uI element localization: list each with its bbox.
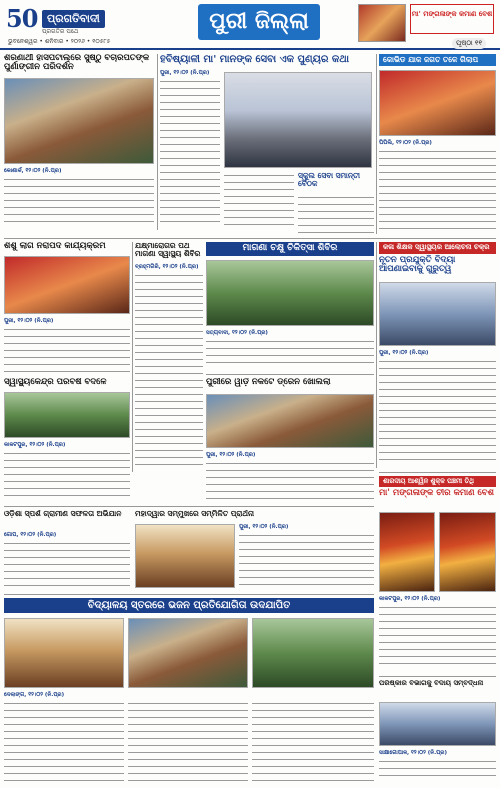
article-body <box>160 78 220 228</box>
row-rule <box>4 506 374 507</box>
article-headline: ଯକ୍ଷ୍ମାରୋଗର ପଥ ମାଗଣା ସ୍ୱାସ୍ଥ୍ୟ ଶିବିର <box>135 242 201 259</box>
article-body <box>206 338 374 368</box>
article-school-meeting[interactable] <box>298 172 374 234</box>
article-body <box>4 700 124 782</box>
paper-tagline: ପ୍ରଗତିର ପଥେ <box>42 28 79 35</box>
article-headline: ମାଗଣା ଚକ୍ଷୁ ଚିକିତ୍ସା ଶିବିର <box>206 242 374 256</box>
article-body <box>379 358 496 466</box>
article-photo <box>379 282 496 346</box>
article-tb-health-camp[interactable] <box>135 242 203 472</box>
article-headline: ଶରଣାର୍ଥୀ ହାସପିଟାଲ୍‌ରେ ସୁଷ୍ଠୁ ବିଚାରପତିଙ୍କ ପୁର୍ଣାଙ୍ଗୀନ ପରିଦର୍ଶନ <box>4 54 150 73</box>
article-prayer[interactable] <box>135 510 374 590</box>
article-body <box>379 148 496 232</box>
article-drain-opening[interactable] <box>206 378 374 504</box>
article-photo <box>135 524 235 588</box>
article-byline: ସତ୍ୟବାଦୀ, ୧୨।୦୨ (ନି.ପ୍ର) <box>206 330 268 336</box>
article-hospital-inspection[interactable] <box>4 54 154 230</box>
column-rule <box>376 242 377 468</box>
article-body <box>379 758 496 782</box>
article-body <box>4 540 130 588</box>
article-headline: ପରିଷ୍କାର ବିଭାଗକୁ ବିଦାୟ ସମ୍ବର୍ଦ୍ଧନା <box>379 680 484 687</box>
article-farewell[interactable] <box>379 680 496 784</box>
article-body <box>4 326 130 372</box>
article-odisha-sparsh[interactable] <box>4 510 130 590</box>
article-photo <box>379 512 435 592</box>
article-photo <box>4 618 124 688</box>
article-byline: ଗୋପ, ୧୨।୦୨ (ନି.ପ୍ର) <box>4 532 57 538</box>
article-covid-rules[interactable] <box>379 54 496 234</box>
article-headline: କୋଭିଡ ଯାକ ଜଗତ ତଳେ ଗିଲାପ <box>379 54 496 66</box>
article-byline: ପୁରୀ, ୧୨।୦୨ (ନି.ପ୍ର) <box>4 318 54 324</box>
article-byline: ସାକ୍ଷୀଗୋପାଳ, ୧୨।୦୨ (ନି.ପ୍ର) <box>379 750 447 756</box>
promo-box[interactable]: ମା' ମଙ୍ଗଳାଙ୍କ କମାଣ ବେଶ <box>410 4 494 34</box>
article-photo <box>379 70 496 136</box>
row-rule <box>206 374 374 375</box>
page-number: ପୃଷ୍ଠା ୧୧ <box>452 38 486 49</box>
article-headline: ମହାଦ୍ୱାର ସମ୍ମୁଖରେ ସମ୍ମିଳିତ ପ୍ରାର୍ଥନା <box>135 510 254 518</box>
row-rule <box>379 472 496 473</box>
dateline: ଭୁବନେଶ୍ୱର • ଶନିବାର • ୨୦୨୬ • ୧୦୫୮୫ <box>8 38 111 45</box>
article-byline: ପୁରୀ, ୧୨।୦୨ (ନି.ପ୍ର) <box>160 70 210 76</box>
article-photo <box>4 78 154 164</box>
article-byline: ପିପିଲି, ୧୨।୦୨ (ନି.ପ୍ର) <box>379 140 432 146</box>
article-bhajan-competition[interactable] <box>4 598 374 784</box>
article-photo <box>206 260 374 326</box>
article-health-centre[interactable] <box>4 378 130 498</box>
paper-name: ପ୍ରଗତିବାଦୀ <box>42 10 105 28</box>
article-headline: ନୂତନ ପ୍ରଯୁକ୍ତି ବିଦ୍ୟା ଆପଣାଇବାକୁ ଗୁରୁତ୍ୱ <box>379 254 456 275</box>
article-body <box>206 460 374 502</box>
article-byline: କୋଣାର୍କ, ୧୨।୦୨ (ନି.ପ୍ର) <box>4 168 62 174</box>
row-rule <box>379 676 496 677</box>
article-byline: ବ୍ରହ୍ମଗିରି, ୧୨।୦୨ (ନି.ପ୍ର) <box>135 264 199 270</box>
column-rule <box>132 242 133 472</box>
article-mangala-besha[interactable] <box>379 476 496 672</box>
masthead <box>0 0 500 50</box>
article-photo <box>224 72 372 168</box>
article-photo <box>379 702 496 746</box>
article-headline: ହବିଷ୍ୟାଳୀ ମା' ମାନଙ୍କ ସେବା ଏକ ପୁଣ୍ୟର କଥା <box>160 54 350 65</box>
article-headline: ବିଦ୍ୟାଳୟ ସ୍ତରରେ ଭଜନ ପ୍ରତିଯୋଗିତା ଉଦଯାପିତ <box>4 598 374 613</box>
article-photo-2 <box>128 618 248 688</box>
article-body-2 <box>128 700 248 782</box>
row-rule <box>4 594 374 595</box>
article-body-3 <box>252 700 374 782</box>
article-headline: ସ୍କୁଲ ସେବା ସମାନ୍ତୀ ବୈଠକ <box>298 172 361 189</box>
promo-photo[interactable] <box>358 4 406 42</box>
article-photo <box>4 256 130 314</box>
article-headline: ପୁରୀରେ ୱାର୍ଡ଼ ନିକଟେ ଡ୍ରେନ ଖୋଲିଲା <box>206 378 331 387</box>
anniversary-number: 50 <box>6 4 38 33</box>
article-body <box>239 532 374 588</box>
column-rule <box>157 54 158 230</box>
article-byline: ପୁରୀ, ୧୨।୦୨ (ନି.ପ୍ର) <box>239 524 289 530</box>
article-byline: ଦେଲାଙ୍ଗ, ୧୨।୦୨ (ନି.ପ୍ର) <box>4 692 65 698</box>
article-headline: ଓଡ଼ିଶା ସ୍ପର୍ଶ ଗ୍ରାମୀଣ ସଫଳତା ଅଭିଯାନ <box>4 510 122 518</box>
article-kicker: ଶାରଦୀୟ ଆଶ୍ୱିନ ଶୁକ୍ଳ ପଞ୍ଚମୀ ତିଥି <box>379 476 496 487</box>
column-rule <box>376 54 377 234</box>
article-body <box>4 176 154 228</box>
article-byline: କାକଟପୁର, ୧୨।୦୨ (ନି.ପ୍ର) <box>4 442 66 448</box>
article-body <box>379 604 496 670</box>
article-body <box>298 194 374 234</box>
article-body <box>135 272 203 470</box>
article-headline: ମା' ମଙ୍ଗଳାଙ୍କ ଚୀର କମାଣ ବେଶ <box>379 488 494 499</box>
article-eye-camp[interactable] <box>206 242 374 370</box>
article-headline: ଶିଶୁ ଲାଗି ନିରାପଦ କାର୍ଯ୍ୟକ୍ରମ <box>4 242 106 251</box>
article-body-2 <box>224 172 294 230</box>
article-photo-2 <box>439 512 496 592</box>
article-byline: ପୁରୀ, ୧୨।୦୨ (ନି.ପ୍ର) <box>206 452 256 458</box>
article-byline: କାକଟପୁର, ୧୨।୦୨ (ନି.ପ୍ର) <box>379 596 441 602</box>
article-body <box>4 450 130 496</box>
article-photo <box>206 394 374 448</box>
article-photo-3 <box>252 618 374 688</box>
article-kicker: କଳା ଶିକ୍ଷକ ସ୍ୱାସ୍ଥ୍ୟର ଆଲୋଚନା ଚକ୍ର <box>379 242 496 254</box>
article-headline: ସ୍ୱାସ୍ଥ୍ୟକେନ୍ଦ୍ର ପରିବର୍ଷ ବଦଳେ <box>4 378 107 387</box>
article-photo <box>4 392 130 438</box>
article-byline: ପୁରୀ, ୧୨।୦୨ (ନି.ପ୍ର) <box>379 350 429 356</box>
row-rule <box>4 238 496 239</box>
article-art-teachers[interactable] <box>379 242 496 468</box>
section-title: ପୁରୀ ଜିଲ୍ଲା <box>198 4 320 40</box>
article-child-safety[interactable] <box>4 242 130 374</box>
